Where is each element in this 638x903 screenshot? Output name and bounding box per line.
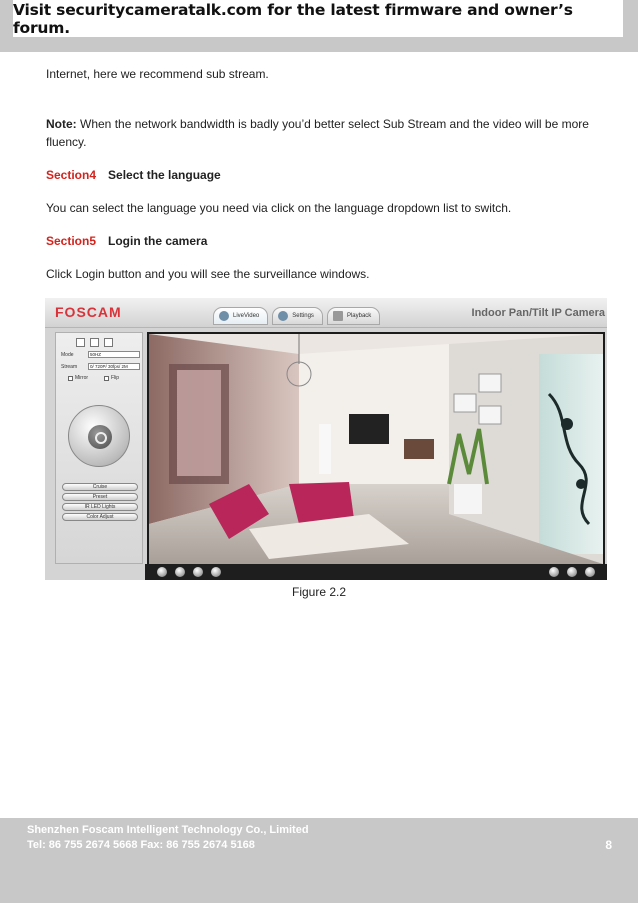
section5-number: Section5 (46, 234, 97, 248)
camera-ui-tabs (213, 307, 380, 325)
tab-livevideo[interactable] (213, 307, 268, 325)
page-footer (0, 818, 638, 903)
tab-settings[interactable] (272, 307, 323, 325)
live-video-view (147, 332, 605, 566)
section5-heading (46, 232, 207, 250)
video-control-bar (145, 564, 607, 580)
page-number: 8 (605, 838, 612, 852)
note-label: Note: (46, 117, 77, 131)
login-paragraph: Click Login button and you will see the surveillance windows. (46, 267, 370, 281)
preset-button[interactable]: Preset (62, 493, 138, 501)
footer-contact-block (27, 823, 309, 853)
checkbox-icon (104, 376, 109, 381)
tab-label: Playback (346, 313, 372, 319)
ir-led-button[interactable]: IR LED Lights (62, 503, 138, 511)
layout-buttons (76, 338, 113, 347)
tab-label: LiveVideo (233, 313, 260, 319)
camera-model-title: Indoor Pan/Tilt IP Camera (471, 307, 605, 319)
room-image (149, 334, 603, 564)
ptz-center-icon[interactable] (88, 425, 112, 449)
play-icon[interactable] (157, 567, 167, 577)
flip-checkbox[interactable] (104, 375, 119, 381)
note-paragraph (46, 115, 606, 151)
language-paragraph: You can select the language you need via click on the language dropdown list to switch. (46, 201, 512, 215)
section4-heading (46, 166, 221, 184)
top-banner (0, 0, 638, 52)
ptz-control-wheel[interactable] (68, 405, 130, 467)
paragraph-sub-stream: Internet, here we recommend sub stream. (46, 67, 269, 81)
layout-1-icon[interactable] (76, 338, 85, 347)
mode-label: Mode (61, 352, 74, 358)
audio-icon[interactable] (211, 567, 221, 577)
stop-icon[interactable] (175, 567, 185, 577)
mirror-label: Mirror (75, 375, 89, 381)
tab-label: Settings (292, 313, 314, 319)
film-icon (333, 311, 343, 321)
camera-ui-figure (45, 298, 607, 580)
tab-playback[interactable] (327, 307, 380, 325)
flip-label: Flip (111, 375, 120, 381)
footer-phone-fax: Tel: 86 755 2674 5668 Fax: 86 755 2674 5168 (27, 839, 255, 851)
talk-icon[interactable] (193, 567, 203, 577)
camera-icon (219, 311, 229, 321)
section5-title: Login the camera (108, 234, 208, 248)
color-adjust-button[interactable]: Color Adjust (62, 513, 138, 521)
mirror-checkbox[interactable] (68, 375, 88, 381)
foscam-logo: FOSCAM (55, 304, 122, 320)
camera-ui-sidebar (55, 332, 143, 564)
snapshot-icon[interactable] (549, 567, 559, 577)
footer-company: Shenzhen Foscam Intelligent Technology Co., Limited (27, 824, 309, 836)
stream-label: Stream (61, 364, 78, 370)
stream-select[interactable]: 0/ 720P/ 30fps/ 2M (88, 363, 140, 370)
checkbox-icon (68, 376, 73, 381)
section4-number: Section4 (46, 168, 97, 182)
banner-box (13, 0, 623, 37)
gear-icon (278, 311, 288, 321)
layout-4-icon[interactable] (90, 338, 99, 347)
cruise-button[interactable]: Cruise (62, 483, 138, 491)
section4-title: Select the language (108, 168, 221, 182)
note-text: When the network bandwidth is badly you’d better select Sub Stream and the video will be more fluency. (46, 117, 589, 149)
fullscreen-icon[interactable] (585, 567, 595, 577)
camera-ui-header (45, 298, 607, 328)
figure-caption: Figure 2.2 (291, 585, 347, 599)
mode-select[interactable]: 50HZ (88, 351, 140, 358)
record-icon[interactable] (567, 567, 577, 577)
layout-9-icon[interactable] (104, 338, 113, 347)
banner-text: Visit securitycameratalk.com for the latest firmware and owner’s forum. (13, 0, 573, 37)
